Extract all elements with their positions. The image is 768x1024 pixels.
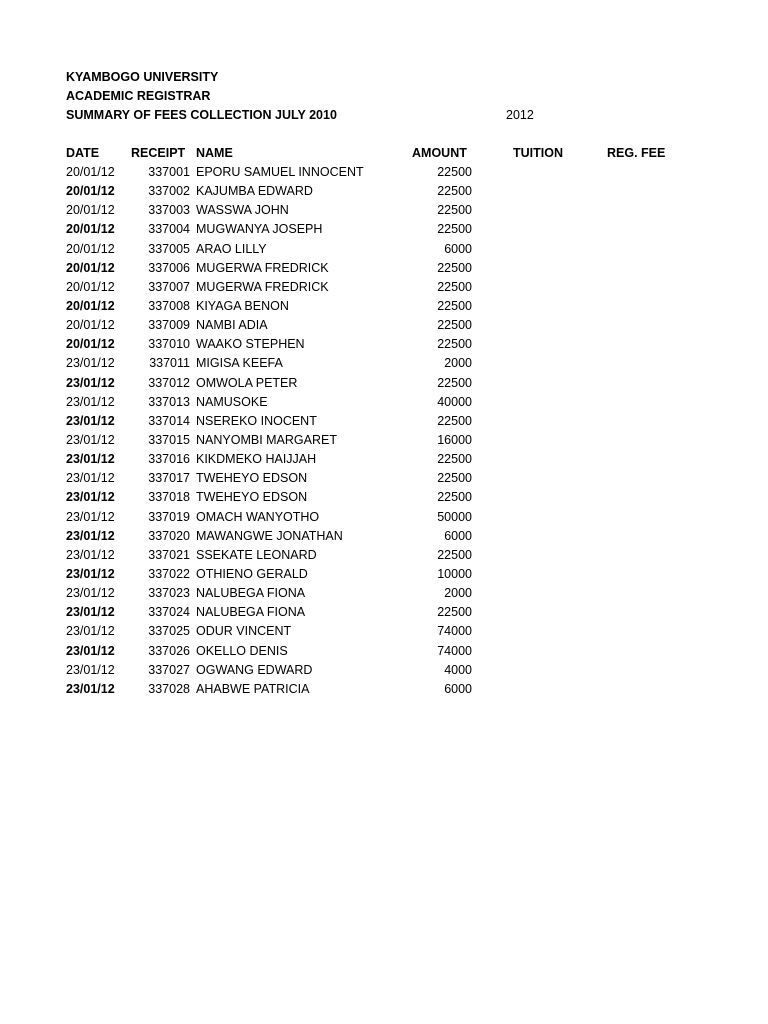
column-header-tuition: TUITION xyxy=(513,146,563,160)
amount-cell: 22500 xyxy=(437,298,472,313)
receipt-cell: 337003 xyxy=(148,203,190,218)
receipt-cell: 337017 xyxy=(148,471,190,486)
table-row xyxy=(0,240,768,259)
table-row xyxy=(0,316,768,335)
amount-cell: 22500 xyxy=(437,318,472,333)
amount-cell: 22500 xyxy=(437,490,472,505)
name-cell: NALUBEGA FIONA xyxy=(196,586,306,601)
receipt-cell: 337026 xyxy=(148,643,190,658)
date-cell: 23/01/12 xyxy=(66,509,115,524)
amount-cell: 6000 xyxy=(444,681,472,696)
date-cell: 20/01/12 xyxy=(66,165,115,179)
column-header-reg-fee: REG. FEE xyxy=(607,146,666,160)
date-cell: 23/01/12 xyxy=(66,490,115,505)
receipt-cell: 337002 xyxy=(148,184,190,199)
date-cell: 23/01/12 xyxy=(66,432,115,447)
table-row xyxy=(0,622,768,641)
amount-cell: 22500 xyxy=(437,184,472,199)
receipt-cell: 337012 xyxy=(148,375,190,390)
amount-cell: 22500 xyxy=(437,260,472,275)
receipt-cell: 337027 xyxy=(148,662,190,677)
name-cell: NAMBI ADIA xyxy=(196,318,268,333)
table-row xyxy=(0,259,768,278)
name-cell: NSEREKO INOCENT xyxy=(196,413,317,428)
table-row xyxy=(0,431,768,450)
name-cell: SSEKATE LEONARD xyxy=(196,547,317,562)
date-cell: 23/01/12 xyxy=(66,547,115,562)
table-row xyxy=(0,488,768,507)
amount-cell: 22500 xyxy=(437,203,472,218)
receipt-cell: 337028 xyxy=(148,681,190,696)
date-cell: 20/01/12 xyxy=(66,337,115,352)
name-cell: KIYAGA BENON xyxy=(196,298,289,313)
date-cell: 23/01/12 xyxy=(66,586,115,601)
date-cell: 23/01/12 xyxy=(66,375,115,390)
amount-cell: 4000 xyxy=(444,662,472,677)
amount-cell: 10000 xyxy=(437,566,472,581)
date-cell: 20/01/12 xyxy=(66,203,115,218)
name-cell: MUGERWA FREDRICK xyxy=(196,279,329,294)
table-row xyxy=(0,393,768,412)
table-row xyxy=(0,182,768,201)
amount-cell: 74000 xyxy=(437,624,472,639)
table-row xyxy=(0,469,768,488)
table-row xyxy=(0,354,768,373)
amount-cell: 2000 xyxy=(444,356,472,371)
date-cell: 23/01/12 xyxy=(66,605,115,620)
date-cell: 20/01/12 xyxy=(66,279,115,294)
name-cell: EPORU SAMUEL INNOCENT xyxy=(196,165,364,179)
name-cell: MAWANGWE JONATHAN xyxy=(196,528,343,543)
amount-cell: 22500 xyxy=(437,413,472,428)
amount-cell: 2000 xyxy=(444,586,472,601)
name-cell: WAAKO STEPHEN xyxy=(196,337,305,352)
date-cell: 23/01/12 xyxy=(66,528,115,543)
amount-cell: 22500 xyxy=(437,547,472,562)
table-row xyxy=(0,220,768,239)
receipt-cell: 337016 xyxy=(148,452,190,467)
amount-cell: 22500 xyxy=(437,375,472,390)
office-name: ACADEMIC REGISTRAR xyxy=(66,89,211,103)
receipt-cell: 337004 xyxy=(148,222,190,237)
receipt-cell: 337019 xyxy=(148,509,190,524)
receipt-cell: 337025 xyxy=(148,624,190,639)
table-row xyxy=(0,450,768,469)
receipt-cell: 337008 xyxy=(148,298,190,313)
name-cell: OTHIENO GERALD xyxy=(196,566,308,581)
amount-cell: 22500 xyxy=(437,165,472,179)
table-row xyxy=(0,508,768,527)
receipt-cell: 337011 xyxy=(149,356,190,371)
date-cell: 20/01/12 xyxy=(66,298,115,313)
table-row xyxy=(0,201,768,220)
date-cell: 23/01/12 xyxy=(66,643,115,658)
fees-table-body xyxy=(0,163,768,699)
name-cell: AHABWE PATRICIA xyxy=(196,681,310,696)
amount-cell: 22500 xyxy=(437,279,472,294)
table-row xyxy=(0,527,768,546)
name-cell: ARAO LILLY xyxy=(196,241,267,256)
name-cell: OMWOLA PETER xyxy=(196,375,298,390)
table-row xyxy=(0,565,768,584)
column-header-receipt: RECEIPT xyxy=(131,146,186,160)
date-cell: 20/01/12 xyxy=(66,184,115,199)
amount-cell: 16000 xyxy=(437,432,472,447)
name-cell: TWEHEYO EDSON xyxy=(196,490,308,505)
amount-cell: 22500 xyxy=(437,471,472,486)
amount-cell: 74000 xyxy=(437,643,472,658)
date-cell: 23/01/12 xyxy=(66,356,115,371)
column-header-name: NAME xyxy=(196,146,233,160)
table-row xyxy=(0,163,768,182)
receipt-cell: 337023 xyxy=(148,586,190,601)
name-cell: KIKDMEKO HAIJJAH xyxy=(196,452,317,467)
date-cell: 20/01/12 xyxy=(66,222,115,237)
receipt-cell: 337020 xyxy=(148,528,190,543)
table-row xyxy=(0,412,768,431)
table-row xyxy=(0,661,768,680)
receipt-cell: 337022 xyxy=(148,566,190,581)
receipt-cell: 337007 xyxy=(148,279,190,294)
receipt-cell: 337006 xyxy=(148,260,190,275)
table-row xyxy=(0,335,768,354)
receipt-cell: 337013 xyxy=(148,394,190,409)
name-cell: OKELLO DENIS xyxy=(196,643,288,658)
date-cell: 23/01/12 xyxy=(66,624,115,639)
name-cell: ODUR VINCENT xyxy=(196,624,292,639)
amount-cell: 50000 xyxy=(437,509,472,524)
amount-cell: 22500 xyxy=(437,222,472,237)
column-header-date: DATE xyxy=(66,146,100,160)
amount-cell: 6000 xyxy=(444,528,472,543)
receipt-cell: 337018 xyxy=(148,490,190,505)
amount-cell: 40000 xyxy=(437,394,472,409)
table-row xyxy=(0,584,768,603)
date-cell: 20/01/12 xyxy=(66,318,115,333)
table-row xyxy=(0,680,768,699)
column-header-amount: AMOUNT xyxy=(412,146,467,160)
date-cell: 20/01/12 xyxy=(66,241,115,256)
table-row xyxy=(0,546,768,565)
date-cell: 23/01/12 xyxy=(66,566,115,581)
date-cell: 23/01/12 xyxy=(66,471,115,486)
amount-cell: 22500 xyxy=(437,452,472,467)
name-cell: WASSWA JOHN xyxy=(196,203,289,218)
table-row xyxy=(0,278,768,297)
name-cell: KAJUMBA EDWARD xyxy=(196,184,313,199)
name-cell: MUGERWA FREDRICK xyxy=(196,260,329,275)
amount-cell: 22500 xyxy=(437,337,472,352)
report-title: SUMMARY OF FEES COLLECTION JULY 2010 xyxy=(66,108,337,122)
receipt-cell: 337024 xyxy=(148,605,190,620)
date-cell: 23/01/12 xyxy=(66,413,115,428)
receipt-cell: 337014 xyxy=(148,413,190,428)
amount-cell: 6000 xyxy=(444,241,472,256)
report-year: 2012 xyxy=(506,108,534,122)
date-cell: 20/01/12 xyxy=(66,260,115,275)
name-cell: TWEHEYO EDSON xyxy=(196,471,308,486)
receipt-cell: 337010 xyxy=(148,337,190,352)
name-cell: MIGISA KEEFA xyxy=(196,356,283,371)
table-row xyxy=(0,374,768,393)
receipt-cell: 337015 xyxy=(148,432,190,447)
amount-cell: 22500 xyxy=(437,605,472,620)
receipt-cell: 337001 xyxy=(148,165,190,179)
table-row xyxy=(0,642,768,661)
name-cell: OMACH WANYOTHO xyxy=(196,509,320,524)
name-cell: OGWANG EDWARD xyxy=(196,662,313,677)
receipt-cell: 337021 xyxy=(148,547,190,562)
university-name: KYAMBOGO UNIVERSITY xyxy=(66,70,219,84)
date-cell: 23/01/12 xyxy=(66,394,115,409)
receipt-cell: 337005 xyxy=(148,241,190,256)
name-cell: NAMUSOKE xyxy=(196,394,268,409)
name-cell: MUGWANYA JOSEPH xyxy=(196,222,323,237)
date-cell: 23/01/12 xyxy=(66,452,115,467)
table-row xyxy=(0,297,768,316)
table-row xyxy=(0,603,768,622)
receipt-cell: 337009 xyxy=(148,318,190,333)
date-cell: 23/01/12 xyxy=(66,662,115,677)
name-cell: NALUBEGA FIONA xyxy=(196,605,306,620)
name-cell: NANYOMBI MARGARET xyxy=(196,432,337,447)
date-cell: 23/01/12 xyxy=(66,681,115,696)
